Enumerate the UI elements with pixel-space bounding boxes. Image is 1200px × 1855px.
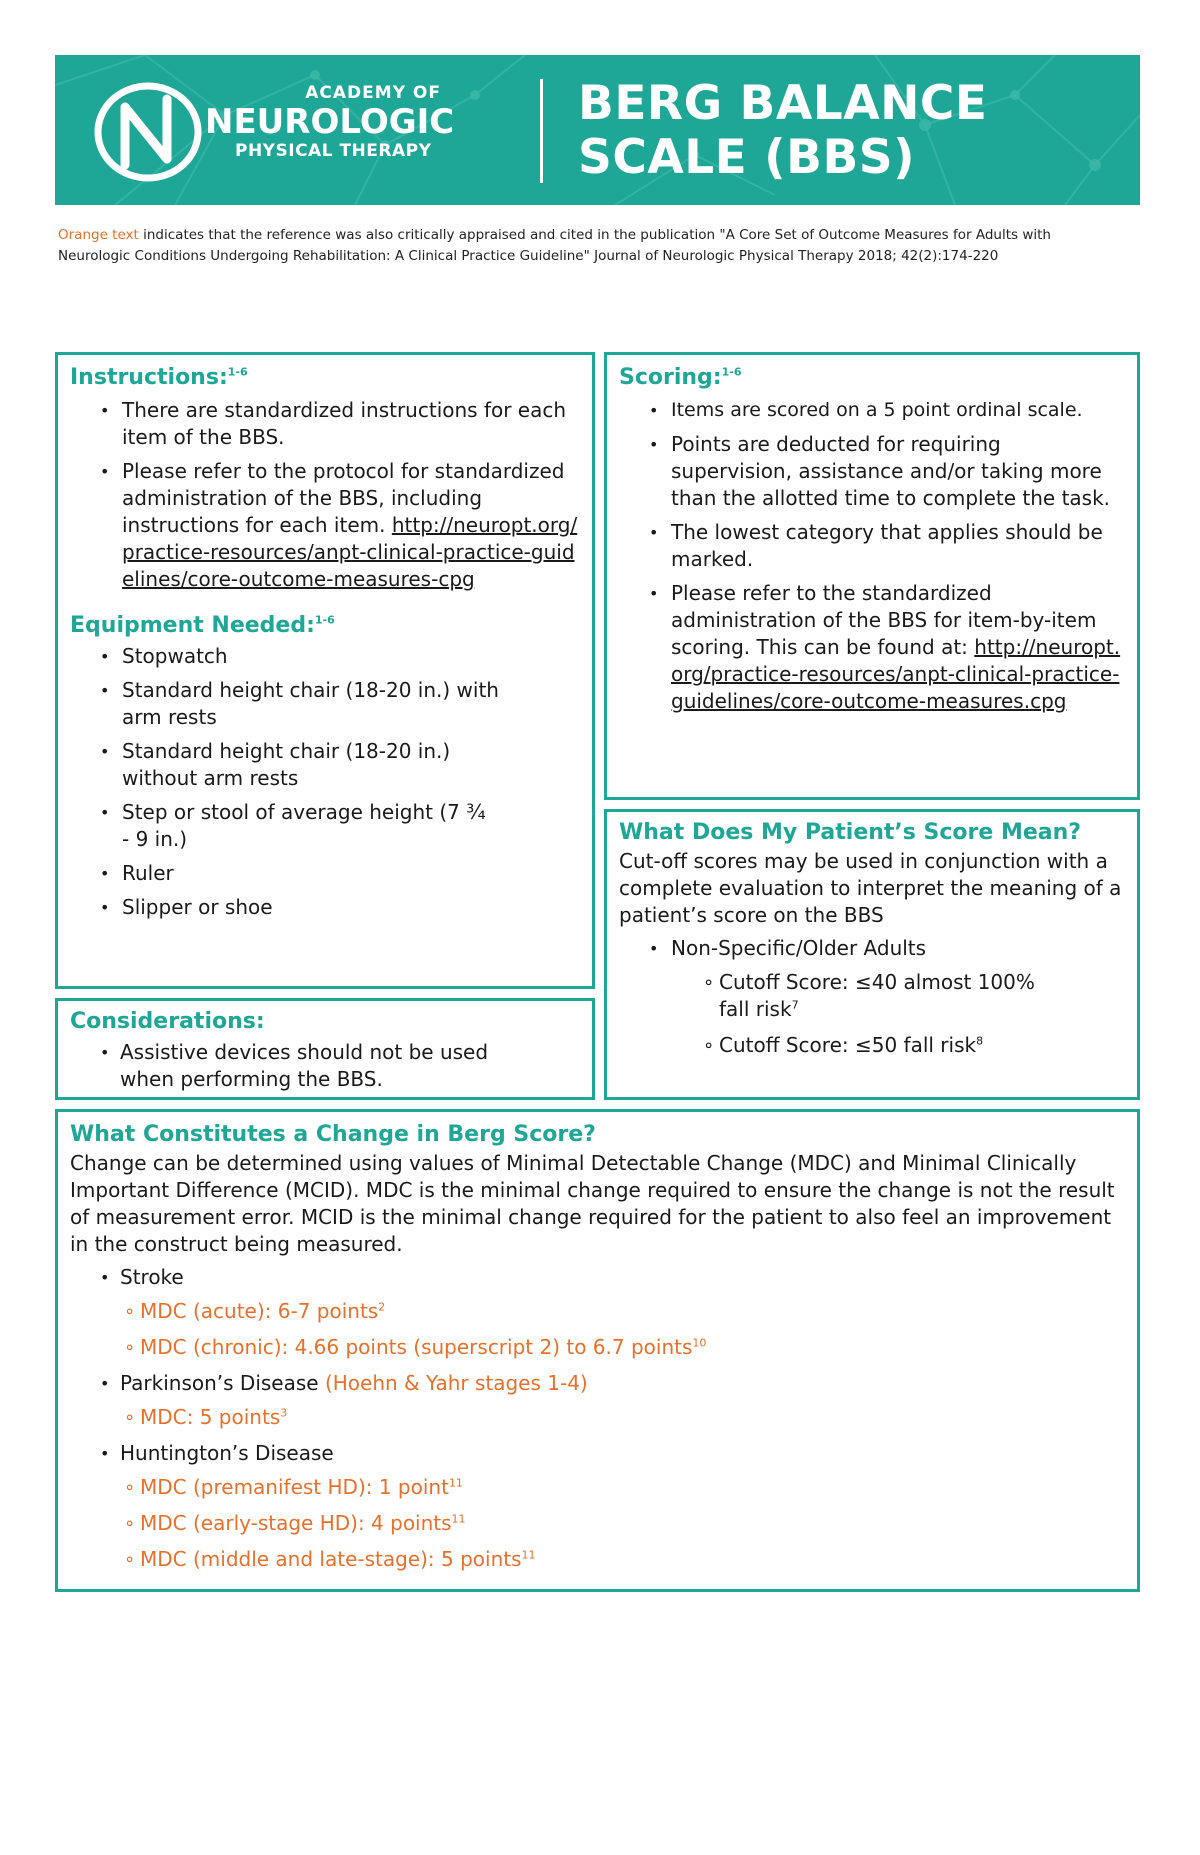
logo-line3: PHYSICAL THERAPY xyxy=(235,141,432,161)
list-item: • Ruler xyxy=(70,860,580,887)
list-item: • Parkinson’s Disease (Hoehn & Yahr stages 1-4) xyxy=(70,1370,1125,1397)
score-meaning-heading: What Does My Patient’s Score Mean? xyxy=(619,820,1082,845)
academy-logo-icon xyxy=(93,77,203,187)
list-item: • Slipper or shoe xyxy=(70,894,580,921)
stroke-list xyxy=(70,1264,1125,1291)
considerations-heading: Considerations: xyxy=(70,1009,265,1034)
title-line2: SCALE (BBS) xyxy=(578,130,916,185)
list-item: • Points are deducted for requiring supervision, assistance and/or taking more than the allotted time to complete the task. xyxy=(619,431,1125,512)
score-meaning-box xyxy=(604,809,1140,1100)
instructions-heading: Instructions:$^{1-6}$ xyxy=(70,365,248,390)
list-item: • Items are scored on a 5 point ordinal scale. xyxy=(619,397,1125,424)
list-item: ∘ MDC (acute): 6-7 points$^2$ xyxy=(40,1298,1125,1325)
change-intro: Change can be determined using values of Minimal Detectable Change (MDC) and Minimal Clinically Important Difference (MCID). MDC is the minimal change required to ensure the change is not the result of measurement error. MCID is the minimal change required for the patient to also feel an improvement in the construct being measured. xyxy=(70,1151,1115,1256)
list-item: • Standard height chair (18-20 in.) with arm rests xyxy=(70,677,580,731)
parkinsons-mdc-list xyxy=(40,1404,1125,1431)
protocol-link[interactable]: http://neuropt.org/practice-resources/anpt-clinical-practice-guidelines/core-outcome-measures-cpg xyxy=(122,513,578,591)
header-banner xyxy=(55,55,1140,205)
list-item: ∘ Cutoff Score: ≤40 almost 100% fall risk$^7$ xyxy=(619,969,1125,1023)
list-item: ∘ MDC: 5 points$^3$ xyxy=(40,1404,1125,1431)
huntingtons-mdc-list xyxy=(40,1474,1125,1573)
logo-wordmark xyxy=(205,83,454,161)
logo-line1: ACADEMY OF xyxy=(305,83,441,103)
considerations-list xyxy=(70,1039,580,1093)
list-item: • Please refer to the standardized administration of the BBS for item-by-item scoring. This can be found at: http://neuropt.org/practice-resources/anpt-clinical-practice-guidelines/core-outcome-measures.cpg xyxy=(619,580,1125,715)
list-item: • There are standardized instructions for each item of the BBS. xyxy=(70,397,580,451)
list-item: • Stroke xyxy=(70,1264,1125,1291)
list-item: • Standard height chair (18-20 in.) without arm rests xyxy=(70,738,580,792)
list-item: ∘ MDC (middle and late-stage): 5 points$^{11}$ xyxy=(40,1546,1125,1573)
score-meaning-intro: Cut-off scores may be used in conjunction with a complete evaluation to interpret the meaning of a patient’s score on the BBS xyxy=(619,849,1122,927)
equipment-list xyxy=(70,643,580,921)
scoring-link[interactable]: http://neuropt.org/practice-resources/anpt-clinical-practice-guidelines/core-outcome-measures.cpg xyxy=(671,635,1121,713)
parkinsons-list xyxy=(70,1370,1125,1397)
instructions-box xyxy=(55,352,595,989)
list-item: • Stopwatch xyxy=(70,643,580,670)
scoring-list xyxy=(619,397,1125,715)
list-item: • The lowest category that applies should be marked. xyxy=(619,519,1125,573)
orange-text-label: Orange text xyxy=(58,227,139,243)
list-item: ∘ MDC (chronic): 4.66 points (superscript 2) to 6.7 points$^{10}$ xyxy=(40,1334,1125,1361)
equipment-heading: Equipment Needed:$^{1-6}$ xyxy=(70,613,335,638)
header-divider xyxy=(540,79,543,183)
considerations-box xyxy=(55,998,595,1100)
change-heading: What Constitutes a Change in Berg Score? xyxy=(70,1122,596,1147)
title-line1: BERG BALANCE xyxy=(578,76,988,131)
reference-note-text: indicates that the reference was also critically appraised and cited in the publication "A Core Set of Outcome Measures for Adults with Neurologic Conditions Undergoing Rehabilitation: A Clinical Practice Guideline" Journal of Neurologic Physical Therapy 2018; 42(2):174-220 xyxy=(58,227,1051,264)
scoring-box xyxy=(604,352,1140,800)
page-title xyxy=(578,77,988,185)
change-box xyxy=(55,1109,1140,1592)
list-item: ∘ MDC (early-stage HD): 4 points$^{11}$ xyxy=(40,1510,1125,1537)
list-item: • Please refer to the protocol for standardized administration of the BBS, including instructions for each item. http://neuropt.org/practice-resources/anpt-clinical-practice-guidelines/core-outcome-measures-cpg xyxy=(70,458,580,593)
huntingtons-list xyxy=(70,1440,1125,1467)
stroke-mdc-list xyxy=(40,1298,1125,1361)
list-item: • Assistive devices should not be used when performing the BBS. xyxy=(70,1039,580,1093)
list-item: ∘ Cutoff Score: ≤50 fall risk$^8$ xyxy=(619,1032,1125,1059)
score-group-list xyxy=(619,935,1125,962)
list-item: • Non-Specific/Older Adults xyxy=(619,935,1125,962)
reference-note xyxy=(58,225,1058,267)
scoring-heading: Scoring:$^{1-6}$ xyxy=(619,365,742,390)
logo-line2: NEUROLOGIC xyxy=(205,102,455,142)
list-item: ∘ MDC (premanifest HD): 1 point$^{11}$ xyxy=(40,1474,1125,1501)
instructions-list xyxy=(70,397,580,593)
cutoff-list xyxy=(619,969,1125,1059)
list-item: • Step or stool of average height (7 ¾ - 9 in.) xyxy=(70,799,580,853)
list-item: • Huntington’s Disease xyxy=(70,1440,1125,1467)
